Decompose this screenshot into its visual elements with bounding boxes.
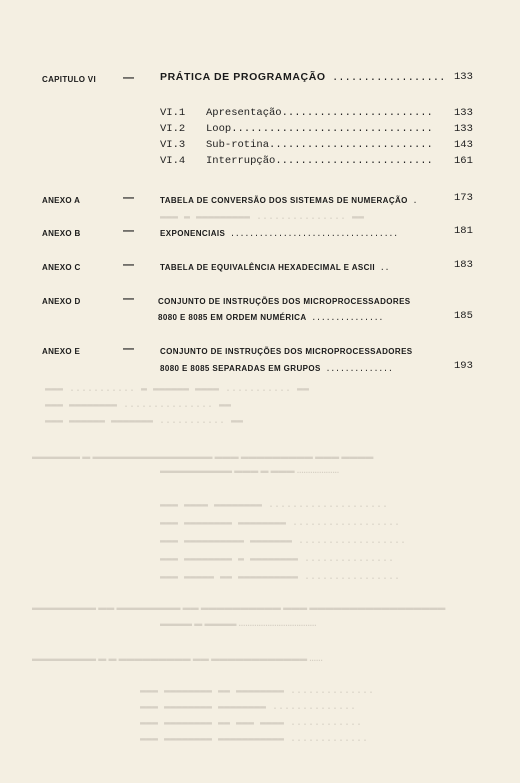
- annex-b-leader: ...................................: [225, 230, 399, 239]
- section-entry[interactable]: [160, 123, 433, 135]
- annex-c-label: ANEXO C: [42, 263, 81, 272]
- section-leader: .........................: [275, 155, 433, 167]
- chapter-page-number: 133: [454, 71, 473, 83]
- section-entry[interactable]: [160, 107, 433, 119]
- section-page-number: 143: [454, 139, 473, 151]
- section-title: Loop: [206, 123, 232, 135]
- document-page: ▬▬▬ ▬ ▬▬▬▬▬▬▬▬▬ ............... ▬▬ ▬▬▬ ........... ▬ ▬▬▬▬▬▬ ▬▬▬▬ ........... ▬▬ ▬▬▬ ▬▬▬▬▬▬▬▬ ............... ▬▬ ▬▬▬ ▬▬▬▬▬▬ ▬▬▬▬▬▬▬ ........... ▬▬ ▬▬▬▬▬▬ ▬ ▬▬▬▬▬▬▬▬▬▬▬▬▬▬▬ ▬▬▬ ▬▬▬▬▬▬▬▬▬ ▬▬▬ ▬▬▬▬ ▬▬▬▬▬▬▬▬▬ ▬▬▬ ▬ ▬▬▬ ................... ▬▬▬ ▬▬▬▬ ▬▬▬▬▬▬▬▬ .................... ▬▬▬ ▬▬▬▬▬▬▬▬ ▬▬▬▬▬▬▬▬ .................. ▬▬▬ ▬▬▬▬▬▬▬▬▬▬ ▬▬▬▬▬▬▬ .................. ▬▬▬ ▬▬▬▬▬▬▬▬ ▬ ▬▬▬▬▬▬▬▬ ............... ▬▬▬ ▬▬▬▬▬ ▬▬ ▬▬▬▬▬▬▬▬▬▬ ................ ▬▬▬▬▬▬▬▬ ▬▬ ▬▬▬▬▬▬▬▬ ▬▬ ▬▬▬▬▬▬▬▬▬▬ ▬▬▬ ▬▬▬▬▬▬▬▬▬▬▬▬▬▬▬▬▬ ▬▬▬▬ ▬ ▬▬▬▬ ................................... ▬▬▬▬▬▬▬▬ ▬ ▬ ▬▬▬▬▬▬▬▬▬ ▬▬ ▬▬▬▬▬▬▬▬▬▬▬▬ ...... ▬▬▬ ▬▬▬▬▬▬▬▬ ▬▬ ▬▬▬▬▬▬▬▬ .............. ▬▬▬ ▬▬▬▬▬▬▬▬ ▬▬▬▬▬▬▬▬ .............. ▬▬▬ ▬▬▬▬▬▬▬▬ ▬▬ ▬▬▬ ▬▬▬▬ ............ ▬▬▬ ▬▬▬▬▬▬▬▬ ▬▬▬▬▬▬▬▬▬▬▬ ............. CAPITULO VI — PRÁTICA DE PROGRAMAÇÃO .................. 133 VI.1 Apresentação........................ 133 VI.2 Loop................................ 133 VI.3 Sub-rotina.......................... 143 VI.4 Interrupção......................... 161 ANEXO A — TABELA DE CONVERSÃO DOS SISTEMAS DE NUMERAÇÃO . 173 ANEXO B — EXPONENCIAIS ................................... 181 ANEXO C — TABELA DE EQUIVALÊNCIA HEXADECIMAL E ASCII .. 183 ANEXO D — CONJUNTO DE INSTRUÇÕES DOS MICROPROCESSADORES 8080 E 8085 EM ORDEM NUMÉRICA ............... 185 ANEXO E — CONJUNTO DE INSTRUÇÕES DOS MICROPROCESSADORES 8080 E 8085 SEPARADAS EM GRUPOS .............. 193: [32, 71, 473, 745]
- section-title: Apresentação: [206, 107, 282, 119]
- chapter-title-text: PRÁTICA DE PROGRAMAÇÃO: [160, 71, 326, 83]
- annex-b-page-number: 181: [454, 225, 473, 237]
- section-page-number: 133: [454, 107, 473, 119]
- section-entry[interactable]: [160, 139, 433, 151]
- annex-b-dash: —: [123, 225, 134, 237]
- annex-d-leader: ...............: [306, 314, 384, 323]
- annex-d-page-number: 185: [454, 310, 473, 322]
- annex-c-title-text: TABELA DE EQUIVALÊNCIA HEXADECIMAL E ASCII: [160, 263, 376, 272]
- annex-c-dash: —: [123, 259, 134, 271]
- section-leader: ..........................: [269, 139, 433, 151]
- section-title: Interrupção: [206, 155, 276, 167]
- annex-e-page-number: 193: [454, 360, 473, 372]
- annex-a-dash: —: [123, 192, 134, 204]
- annex-a-title-text: TABELA DE CONVERSÃO DOS SISTEMAS DE NUMERAÇÃO: [160, 196, 408, 205]
- section-page-number: 161: [454, 155, 473, 167]
- section-title: Sub-rotina: [206, 139, 270, 151]
- chapter-label: CAPITULO VI: [42, 75, 96, 84]
- section-entry[interactable]: [160, 155, 433, 167]
- section-number: VI.2: [160, 123, 186, 135]
- annex-c-page-number: 183: [454, 259, 473, 271]
- annex-b-title-text: EXPONENCIAIS: [160, 229, 226, 238]
- annex-d-title-line2[interactable]: [158, 313, 383, 323]
- section-number: VI.1: [160, 107, 186, 119]
- annex-e-leader: ..............: [320, 365, 393, 374]
- annex-b-title[interactable]: [160, 229, 398, 239]
- section-number: VI.4: [160, 155, 186, 167]
- section-leader: ........................: [281, 107, 433, 119]
- chapter-leader: ..................: [325, 72, 446, 84]
- annex-b-label: ANEXO B: [42, 229, 81, 238]
- section-page-number: 133: [454, 123, 473, 135]
- annex-e-dash: —: [123, 343, 134, 355]
- section-leader: ................................: [231, 123, 433, 135]
- annex-c-title[interactable]: [160, 263, 389, 273]
- annex-d-title-line1[interactable]: CONJUNTO DE INSTRUÇÕES DOS MICROPROCESSADORES: [158, 297, 411, 306]
- annex-e-title-line1[interactable]: CONJUNTO DE INSTRUÇÕES DOS MICROPROCESSADORES: [160, 347, 413, 356]
- annex-e-title-line2-text: 8080 E 8085 SEPARADAS EM GRUPOS: [160, 364, 321, 373]
- annex-e-title-line2[interactable]: [160, 364, 393, 374]
- annex-a-label: ANEXO A: [42, 196, 81, 205]
- annex-a-title[interactable]: [160, 196, 417, 206]
- annex-c-leader: ..: [375, 264, 390, 273]
- section-number: VI.3: [160, 139, 186, 151]
- chapter-title[interactable]: [160, 71, 445, 84]
- annex-a-leader: .: [407, 197, 418, 206]
- annex-e-label: ANEXO E: [42, 347, 81, 356]
- annex-d-dash: —: [123, 293, 134, 305]
- annex-a-page-number: 173: [454, 192, 473, 204]
- chapter-dash: —: [123, 72, 134, 84]
- annex-d-title-line2-text: 8080 E 8085 EM ORDEM NUMÉRICA: [158, 313, 307, 322]
- annex-d-label: ANEXO D: [42, 297, 81, 306]
